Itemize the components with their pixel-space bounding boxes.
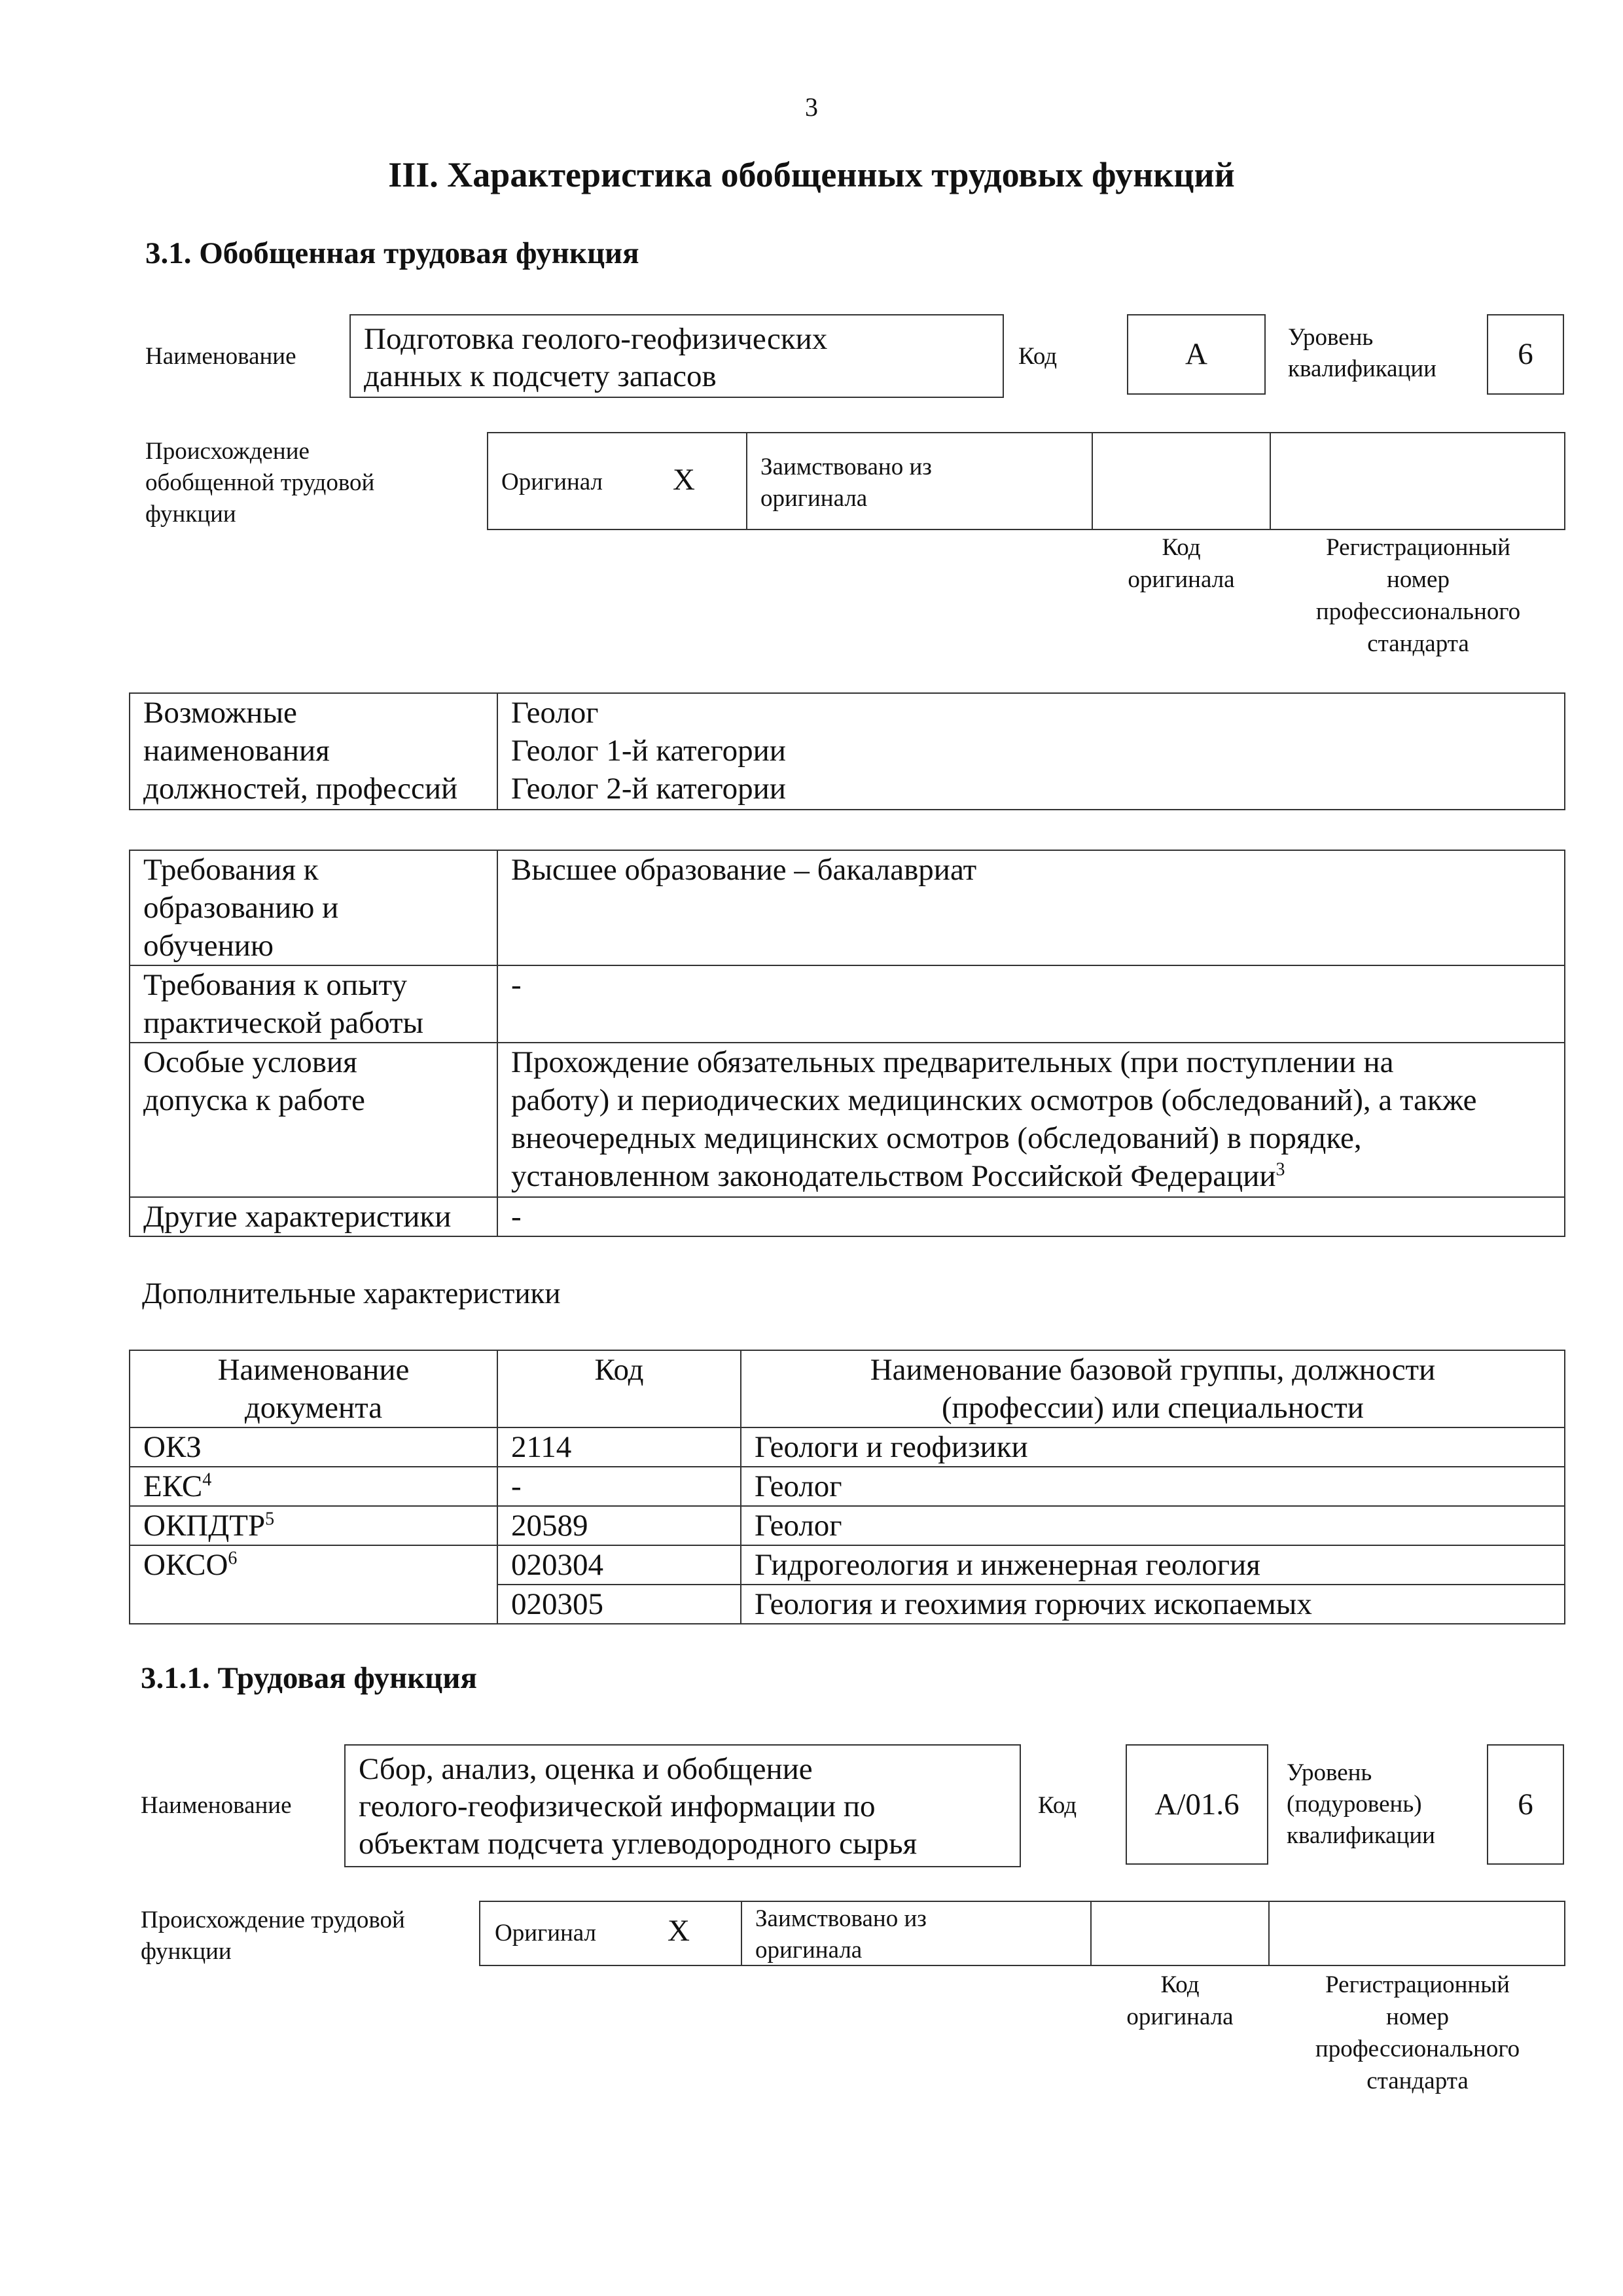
positions-label-line2: наименования [143, 734, 330, 768]
gtf-reg-line3: профессионального [1315, 598, 1521, 625]
tf-code-label: Код [1038, 1792, 1077, 1819]
gtf-original-label: Оригинал [501, 469, 603, 495]
req-cond-line: работу) и периодических медицинских осмотров (обследований), а также [511, 1083, 1477, 1117]
gtf-code-orig-line1: Код [1162, 534, 1201, 561]
positions-label-line1: Возможные [143, 696, 297, 730]
req-cond-line: внеочередных медицинских осмотров (обследований) в порядке, [511, 1121, 1362, 1155]
table-row [130, 1427, 1565, 1467]
additional-col-code: Код [497, 1350, 741, 1427]
footnote-ref: 5 [265, 1509, 275, 1530]
positions-table [129, 692, 1565, 810]
gtf-level-label-line1: Уровень [1288, 324, 1374, 351]
footnote-ref: 4 [202, 1469, 212, 1490]
positions-values [497, 693, 1565, 810]
tf-reg-line1: Регистрационный [1325, 1971, 1510, 1998]
gtf-borrowed-label [760, 452, 932, 514]
req-edu-label-line2: образованию и [143, 891, 339, 925]
tf-origin-line1: Происхождение трудовой [141, 1907, 405, 1933]
footnote-ref: 3 [1275, 1159, 1285, 1180]
tf-borrowed-label [755, 1903, 927, 1966]
gtf-code-value: А [1127, 314, 1266, 395]
gtf-level-label [1288, 322, 1436, 385]
additional-col-doc [130, 1350, 497, 1427]
additional-table [129, 1350, 1565, 1624]
row-name: Геолог [741, 1506, 1565, 1545]
row-name: Геолог [741, 1467, 1565, 1506]
gtf-name-line2: данных к подсчету запасов [364, 359, 717, 393]
req-cond-line: Прохождение обязательных предварительных (при поступлении на [511, 1045, 1394, 1079]
req-cond-value [497, 1043, 1565, 1197]
tf-original-label: Оригинал [495, 1920, 597, 1946]
row-code: - [497, 1467, 741, 1506]
row-doc: ОКПДТР [143, 1509, 266, 1543]
row-doc: ОКСО [143, 1548, 228, 1582]
gtf-original-mark: X [673, 463, 695, 497]
gtf-name-label: Наименование [145, 343, 296, 370]
gtf-borrowed-line2: оригинала [760, 485, 868, 512]
tf-origin-line2: функции [141, 1938, 232, 1965]
positions-label-line3: должностей, профессий [143, 772, 458, 806]
gtf-origin-line2: обобщенной трудовой [145, 469, 375, 496]
gtf-borrowed-line1: Заимствовано из [760, 454, 932, 480]
tf-name-label: Наименование [141, 1792, 292, 1819]
positions-label [130, 693, 497, 810]
req-edu-label [130, 850, 497, 965]
req-cond-line: установленном законодательством Российской Федерации [511, 1159, 1276, 1193]
section-title: III. Характеристика обобщенных трудовых функций [388, 155, 1235, 194]
gtf-reg-line4: стандарта [1367, 630, 1469, 657]
gtf-origin-table [487, 432, 1565, 530]
req-cond-label-line2: допуска к работе [143, 1083, 365, 1117]
row-doc: ОКЗ [143, 1430, 202, 1464]
tf-reg-number-caption [1270, 1969, 1565, 2097]
tf-code-value: A/01.6 [1126, 1744, 1268, 1865]
row-code: 020304 [497, 1545, 741, 1585]
tf-name-line3: объектам подсчета углеводородного сырья [359, 1827, 918, 1861]
gtf-origin-label [145, 436, 374, 530]
row-doc: ЕКС [143, 1469, 203, 1503]
req-cond-label-line1: Особые условия [143, 1045, 357, 1079]
req-exp-label-line2: практической работы [143, 1006, 424, 1040]
req-exp-label [130, 965, 497, 1043]
additional-col-name [741, 1350, 1565, 1427]
tf-level-label [1287, 1757, 1435, 1852]
tf-level-line2: (подуровень) [1287, 1791, 1422, 1818]
gtf-name-box [349, 314, 1004, 398]
additional-col-name-line1: Наименование базовой группы, должности [870, 1353, 1436, 1387]
additional-heading: Дополнительные характеристики [142, 1277, 561, 1310]
row-code: 20589 [497, 1506, 741, 1545]
page-number: 3 [805, 92, 818, 122]
gtf-reg-line1: Регистрационный [1326, 534, 1510, 561]
tf-level-value: 6 [1487, 1744, 1564, 1865]
tf-origin-label [141, 1905, 405, 1967]
row-name: Гидрогеология и инженерная геология [741, 1545, 1565, 1585]
tf-name-line1: Сбор, анализ, оценка и обобщение [359, 1752, 813, 1786]
row-name: Геологи и геофизики [741, 1427, 1565, 1467]
row-name: Геология и геохимия горючих ископаемых [741, 1585, 1565, 1624]
additional-col-doc-line2: документа [244, 1391, 383, 1425]
tf-origin-table [479, 1901, 1565, 1966]
position-item: Геолог [511, 696, 599, 730]
req-cond-label [130, 1043, 497, 1197]
tf-reg-line3: профессионального [1315, 2036, 1520, 2062]
tf-code-orig-line1: Код [1160, 1971, 1200, 1998]
req-exp-label-line1: Требования к опыту [143, 968, 408, 1002]
gtf-level-label-line2: квалификации [1288, 355, 1436, 382]
table-row [130, 1545, 1565, 1585]
tf-name-line2: геолого-геофизической информации по [359, 1789, 876, 1823]
footnote-ref: 6 [228, 1548, 238, 1569]
tf-code-orig-line2: оригинала [1126, 2003, 1234, 2030]
req-exp-value: - [497, 965, 1565, 1043]
req-other-value: - [497, 1197, 1565, 1236]
gtf-code-orig-line2: оригинала [1128, 566, 1235, 593]
tf-level-line3: квалификации [1287, 1822, 1435, 1849]
tf-name-box [344, 1744, 1021, 1867]
tf-heading: 3.1.1. Трудовая функция [141, 1661, 477, 1695]
gtf-code-original-caption [1092, 531, 1271, 596]
tf-borrowed-line1: Заимствовано из [755, 1905, 927, 1932]
table-row [130, 1506, 1565, 1545]
gtf-reg-number-caption [1271, 531, 1565, 660]
additional-col-doc-line1: Наименование [217, 1353, 410, 1387]
position-item: Геолог 1-й категории [511, 734, 786, 768]
row-code: 020305 [497, 1585, 741, 1624]
requirements-table [129, 850, 1565, 1237]
gtf-reg-line2: номер [1387, 566, 1450, 593]
req-edu-label-line1: Требования к [143, 853, 319, 887]
gtf-heading: 3.1. Обобщенная трудовая функция [145, 236, 639, 270]
gtf-origin-line3: функции [145, 501, 236, 528]
tf-reg-line2: номер [1386, 2003, 1449, 2030]
gtf-name-line1: Подготовка геолого-геофизических [364, 322, 828, 356]
gtf-origin-line1: Происхождение [145, 438, 310, 465]
table-row [130, 1467, 1565, 1506]
row-code: 2114 [497, 1427, 741, 1467]
gtf-level-value: 6 [1487, 314, 1564, 395]
req-other-label: Другие характеристики [130, 1197, 497, 1236]
position-item: Геолог 2-й категории [511, 772, 786, 806]
tf-original-mark: X [668, 1914, 690, 1948]
req-edu-value: Высшее образование – бакалавриат [497, 850, 1565, 965]
gtf-code-label: Код [1018, 343, 1058, 370]
tf-reg-line4: стандарта [1366, 2068, 1469, 2094]
tf-borrowed-line2: оригинала [755, 1937, 863, 1964]
tf-level-line1: Уровень [1287, 1759, 1372, 1786]
tf-code-original-caption [1090, 1969, 1270, 2033]
req-edu-label-line3: обучению [143, 929, 274, 963]
additional-col-name-line2: (профессии) или специальности [942, 1391, 1364, 1425]
